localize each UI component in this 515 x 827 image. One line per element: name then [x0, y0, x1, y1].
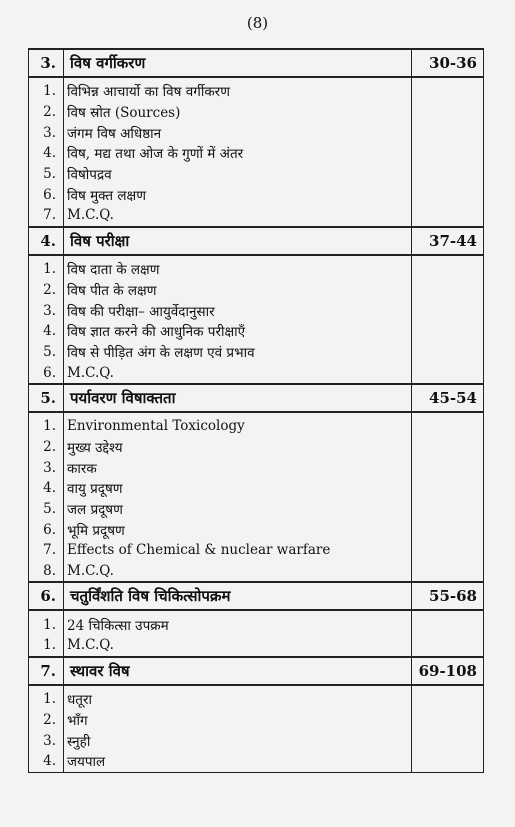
topic-text: विष, मद्य तथा ओज के गुणों में अंतर: [64, 143, 412, 164]
chapter-title: चतुर्विंशति विष चिकित्सोपक्रम: [64, 582, 412, 610]
topic-number: 1.: [29, 614, 64, 635]
topic-pages-cell: [412, 478, 484, 499]
topic-text: स्नुही: [64, 730, 412, 751]
chapter-number: 3.: [29, 49, 64, 77]
topic-pages-cell: [412, 416, 484, 437]
topic-row: [29, 143, 484, 164]
topic-number: 3.: [29, 122, 64, 143]
topic-text: विष ज्ञात करने की आधुनिक परीक्षाएँ: [64, 321, 412, 342]
topic-row: [29, 259, 484, 280]
topic-text: विषोपद्रव: [64, 164, 412, 185]
topic-number: 4.: [29, 751, 64, 772]
topic-number: 5.: [29, 164, 64, 185]
topic-row: [29, 751, 484, 772]
topic-text: जयपाल: [64, 751, 412, 772]
topic-pages-cell: [412, 205, 484, 227]
topic-row: [29, 280, 484, 301]
topic-text: 24 चिकित्सा उपक्रम: [64, 614, 412, 635]
topic-number: 1.: [29, 416, 64, 437]
topic-row: [29, 478, 484, 499]
topic-number: 6.: [29, 519, 64, 540]
topic-row: [29, 540, 484, 561]
topic-number: 8.: [29, 561, 64, 583]
topic-number: 5.: [29, 342, 64, 363]
chapter-title: विष परीक्षा: [64, 227, 412, 255]
topic-text: विष से पीड़ित अंग के लक्षण एवं प्रभाव: [64, 342, 412, 363]
topic-text: विष दाता के लक्षण: [64, 259, 412, 280]
topic-pages-cell: [412, 184, 484, 205]
topic-pages-cell: [412, 300, 484, 321]
chapter-number: 5.: [29, 384, 64, 412]
topic-pages-cell: [412, 437, 484, 458]
topic-text: जल प्रदूषण: [64, 499, 412, 520]
topic-number: 4.: [29, 321, 64, 342]
topic-number: 2.: [29, 280, 64, 301]
topic-row: [29, 561, 484, 583]
topic-pages-cell: [412, 499, 484, 520]
topic-pages-cell: [412, 540, 484, 561]
topic-number: 2.: [29, 102, 64, 123]
topic-text: Effects of Chemical & nuclear warfare: [64, 540, 412, 561]
topic-row: [29, 635, 484, 657]
topic-text: विष मुक्त लक्षण: [64, 184, 412, 205]
topic-number: 1.: [29, 259, 64, 280]
topic-number: 3.: [29, 730, 64, 751]
topic-text: M.C.Q.: [64, 635, 412, 657]
topic-pages-cell: [412, 280, 484, 301]
topic-number: 3.: [29, 457, 64, 478]
topic-number: 7.: [29, 205, 64, 227]
page-number: (8): [246, 14, 269, 32]
topic-pages-cell: [412, 342, 484, 363]
topic-text: विष पीत के लक्षण: [64, 280, 412, 301]
chapter-pages: 55-68: [412, 582, 484, 610]
topic-number: 5.: [29, 499, 64, 520]
topic-row: [29, 300, 484, 321]
topic-row: [29, 184, 484, 205]
chapter-number: 7.: [29, 657, 64, 685]
topic-text: धतूरा: [64, 689, 412, 710]
topic-text: विष स्रोत (Sources): [64, 102, 412, 123]
chapter-pages: 69-108: [412, 657, 484, 685]
topic-text: भाँग: [64, 710, 412, 731]
topic-row: [29, 710, 484, 731]
topic-row: [29, 321, 484, 342]
topic-number: 3.: [29, 300, 64, 321]
topic-row: [29, 342, 484, 363]
topic-number: 2.: [29, 437, 64, 458]
topic-row: [29, 457, 484, 478]
topic-pages-cell: [412, 164, 484, 185]
topic-pages-cell: [412, 710, 484, 731]
topic-number: 6.: [29, 362, 64, 384]
chapter-title: विष वर्गीकरण: [64, 49, 412, 77]
topic-text: भूमि प्रदूषण: [64, 519, 412, 540]
topic-pages-cell: [412, 519, 484, 540]
chapter-number: 6.: [29, 582, 64, 610]
topic-row: [29, 437, 484, 458]
topic-number: 1.: [29, 81, 64, 102]
topic-pages-cell: [412, 102, 484, 123]
chapter-pages: 37-44: [412, 227, 484, 255]
topic-row: [29, 689, 484, 710]
topic-text: Environmental Toxicology: [64, 416, 412, 437]
topic-number: 2.: [29, 710, 64, 731]
topic-number: 4.: [29, 478, 64, 499]
topic-text: M.C.Q.: [64, 561, 412, 583]
topic-pages-cell: [412, 259, 484, 280]
topic-row: [29, 519, 484, 540]
chapter-header-row: [29, 657, 484, 685]
topic-row: [29, 730, 484, 751]
topic-pages-cell: [412, 635, 484, 657]
chapter-header-row: [29, 384, 484, 412]
topic-pages-cell: [412, 122, 484, 143]
topic-number: 6.: [29, 184, 64, 205]
topic-text: विभिन्न आचार्यो का विष वर्गीकरण: [64, 81, 412, 102]
topic-row: [29, 416, 484, 437]
topic-pages-cell: [412, 81, 484, 102]
topic-pages-cell: [412, 614, 484, 635]
table-of-contents: [28, 48, 484, 773]
topic-number: 7.: [29, 540, 64, 561]
topic-pages-cell: [412, 143, 484, 164]
chapter-pages: 45-54: [412, 384, 484, 412]
topic-pages-cell: [412, 689, 484, 710]
topic-row: [29, 81, 484, 102]
topic-row: [29, 164, 484, 185]
topic-text: वायु प्रदूषण: [64, 478, 412, 499]
topic-number: 1.: [29, 689, 64, 710]
chapter-number: 4.: [29, 227, 64, 255]
topic-row: [29, 122, 484, 143]
chapter-title: पर्यावरण विषाक्तता: [64, 384, 412, 412]
topic-row: [29, 362, 484, 384]
topic-pages-cell: [412, 457, 484, 478]
topic-text: जंगम विष अधिष्ठान: [64, 122, 412, 143]
topic-pages-cell: [412, 321, 484, 342]
topic-pages-cell: [412, 561, 484, 583]
topic-number: 1.: [29, 635, 64, 657]
topic-text: कारक: [64, 457, 412, 478]
chapter-pages: 30-36: [412, 49, 484, 77]
topic-row: [29, 102, 484, 123]
topic-row: [29, 205, 484, 227]
chapter-header-row: [29, 49, 484, 77]
topic-row: [29, 499, 484, 520]
topic-row: [29, 614, 484, 635]
chapter-title: स्थावर विष: [64, 657, 412, 685]
topic-text: विष की परीक्षा– आयुर्वेदानुसार: [64, 300, 412, 321]
topic-text: M.C.Q.: [64, 362, 412, 384]
topic-pages-cell: [412, 362, 484, 384]
chapter-header-row: [29, 582, 484, 610]
topic-text: M.C.Q.: [64, 205, 412, 227]
topic-pages-cell: [412, 730, 484, 751]
topic-text: मुख्य उद्देश्य: [64, 437, 412, 458]
topic-number: 4.: [29, 143, 64, 164]
topic-pages-cell: [412, 751, 484, 772]
chapter-header-row: [29, 227, 484, 255]
